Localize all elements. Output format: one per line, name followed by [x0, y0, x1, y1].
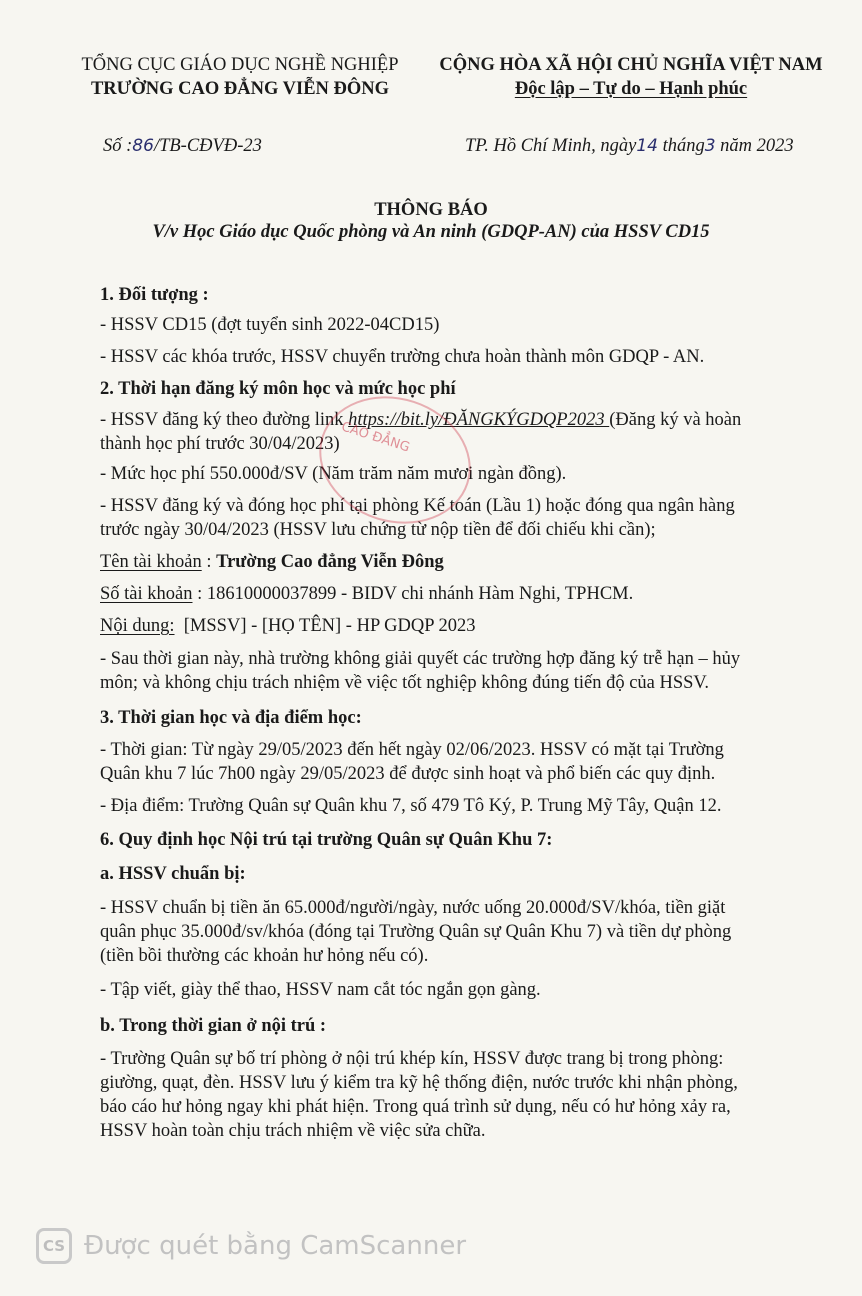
- payment-content-label: Nội dung:: [100, 616, 175, 636]
- payment-content-value: [MSSV] - [HỌ TÊN] - HP GDQP 2023: [183, 616, 476, 636]
- registration-line-2: thành học phí trước 30/04/2023): [100, 434, 340, 454]
- list-item: - HSSV CD15 (đợt tuyển sinh 2022-04CD15): [100, 315, 440, 335]
- time-line-2: Quân khu 7 lúc 7h00 ngày 29/05/2023 để được sinh hoạt và phổ biến các quy định.: [100, 764, 716, 784]
- prep-line-3: (tiền bồi thường các khoản hư hỏng nếu có).: [100, 946, 429, 966]
- prep-line-4: - Tập viết, giày thể thao, HSSV nam cắt tóc ngắn gọn gàng.: [100, 980, 541, 1000]
- agency-name: TỔNG CỤC GIÁO DỤC NGHỀ NGHIỆP: [81, 55, 399, 75]
- account-name: Tên tài khoản : Trường Cao đẳng Viễn Đông: [100, 552, 444, 572]
- payment-line-1: - HSSV đăng ký và đóng học phí tại phòng Kế toán (Lầu 1) hoặc đóng qua ngân hàng: [100, 496, 735, 516]
- account-number: Số tài khoản : 18610000037899 - BIDV chi nhánh Hàm Nghi, TPHCM.: [100, 584, 634, 604]
- boarding-line-3: báo cáo hư hỏng ngay khi phát hiện. Trong quá trình sử dụng, nếu có hư hỏng xảy ra,: [100, 1097, 731, 1117]
- subsection-b-heading: b. Trong thời gian ở nội trú :: [100, 1016, 327, 1036]
- handwritten-number: 86: [132, 136, 154, 156]
- account-name-value: Trường Cao đẳng Viễn Đông: [216, 552, 444, 572]
- section-3-heading: 3. Thời gian học và địa điểm học:: [100, 708, 362, 728]
- section-1-heading: 1. Đối tượng :: [100, 285, 209, 305]
- section-6-heading: 6. Quy định học Nội trú tại trường Quân sự Quân Khu 7:: [100, 830, 553, 850]
- boarding-line-2: giường, quạt, đèn. HSSV lưu ý kiểm tra kỹ hệ thống điện, nước trước khi nhận phòng,: [100, 1073, 738, 1093]
- section-2-heading: 2. Thời hạn đăng ký môn học và mức học phí: [100, 379, 456, 399]
- national-motto: Độc lập – Tự do – Hạnh phúc: [514, 79, 748, 99]
- late-policy-line-2: môn; và không chịu trách nhiệm về việc tốt nghiệp không đúng tiến độ của HSSV.: [100, 673, 710, 693]
- camscanner-logo-icon: CS: [36, 1228, 72, 1264]
- country-name: CỘNG HÒA XÃ HỘI CHỦ NGHĨA VIỆT NAM: [439, 55, 823, 75]
- camscanner-watermark: Được quét bằng CamScanner: [84, 1231, 467, 1261]
- payment-content: [100, 614, 475, 638]
- document-title: THÔNG BÁO: [374, 200, 488, 220]
- handwritten-day: 14: [636, 136, 658, 156]
- registration-link[interactable]: https://bit.ly/ĐĂNGKÝGDQP2023: [348, 410, 610, 430]
- document-date: TP. Hồ Chí Minh, ngày14 tháng3 năm 2023: [465, 136, 794, 156]
- registration-line: - HSSV đăng ký theo đường link https://bit.ly/ĐĂNGKÝGDQP2023 (Đăng ký và hoàn: [100, 410, 742, 430]
- boarding-line-1: - Trường Quân sự bố trí phòng ở nội trú khép kín, HSSV được trang bị trong phòng:: [100, 1049, 724, 1069]
- account-name-label: Tên tài khoản: [100, 552, 202, 572]
- time-line-1: - Thời gian: Từ ngày 29/05/2023 đến hết ngày 02/06/2023. HSSV có mặt tại Trường: [100, 740, 724, 760]
- document-reference: Số :86/TB-CĐVĐ-23: [103, 136, 262, 156]
- national-header: [420, 53, 842, 101]
- subsection-a-heading: a. HSSV chuẩn bị:: [100, 864, 246, 884]
- prep-line-2: quân phục 35.000đ/sv/khóa (đóng tại Trường Quân sự Quân Khu 7) và tiền dự phòng: [100, 922, 732, 942]
- school-name: TRƯỜNG CAO ĐẲNG VIỄN ĐÔNG: [90, 79, 390, 99]
- boarding-line-4: HSSV hoàn toàn chịu trách nhiệm về việc sửa chữa.: [100, 1121, 486, 1141]
- account-number-value: 18610000037899 - BIDV chi nhánh Hàm Nghi, TPHCM.: [206, 584, 634, 604]
- late-policy-line-1: - Sau thời gian này, nhà trường không giải quyết các trường hợp đăng ký trễ hạn – hủy: [100, 649, 741, 669]
- stamp-text: CAO ĐẲNG: [339, 419, 412, 456]
- handwritten-month: 3: [704, 136, 716, 156]
- fee-line: - Mức học phí 550.000đ/SV (Năm trăm năm mươi ngàn đồng).: [100, 464, 567, 484]
- list-item: - HSSV các khóa trước, HSSV chuyển trường chưa hoàn thành môn GDQP - AN.: [100, 347, 705, 367]
- place-line: - Địa điểm: Trường Quân sự Quân khu 7, số 479 Tô Ký, P. Trung Mỹ Tây, Quận 12.: [100, 796, 722, 816]
- prep-line-1: - HSSV chuẩn bị tiền ăn 65.000đ/người/ngày, nước uống 20.000đ/SV/khóa, tiền giặt: [100, 898, 726, 918]
- payment-line-2: trước ngày 30/04/2023 (HSSV lưu chứng từ nộp tiền để đối chiếu khi cần);: [100, 520, 656, 540]
- document-subtitle: V/v Học Giáo dục Quốc phòng và An ninh (GDQP-AN) của HSSV CD15: [152, 222, 710, 242]
- agency-header: [40, 53, 440, 101]
- account-number-label: Số tài khoản: [100, 584, 193, 604]
